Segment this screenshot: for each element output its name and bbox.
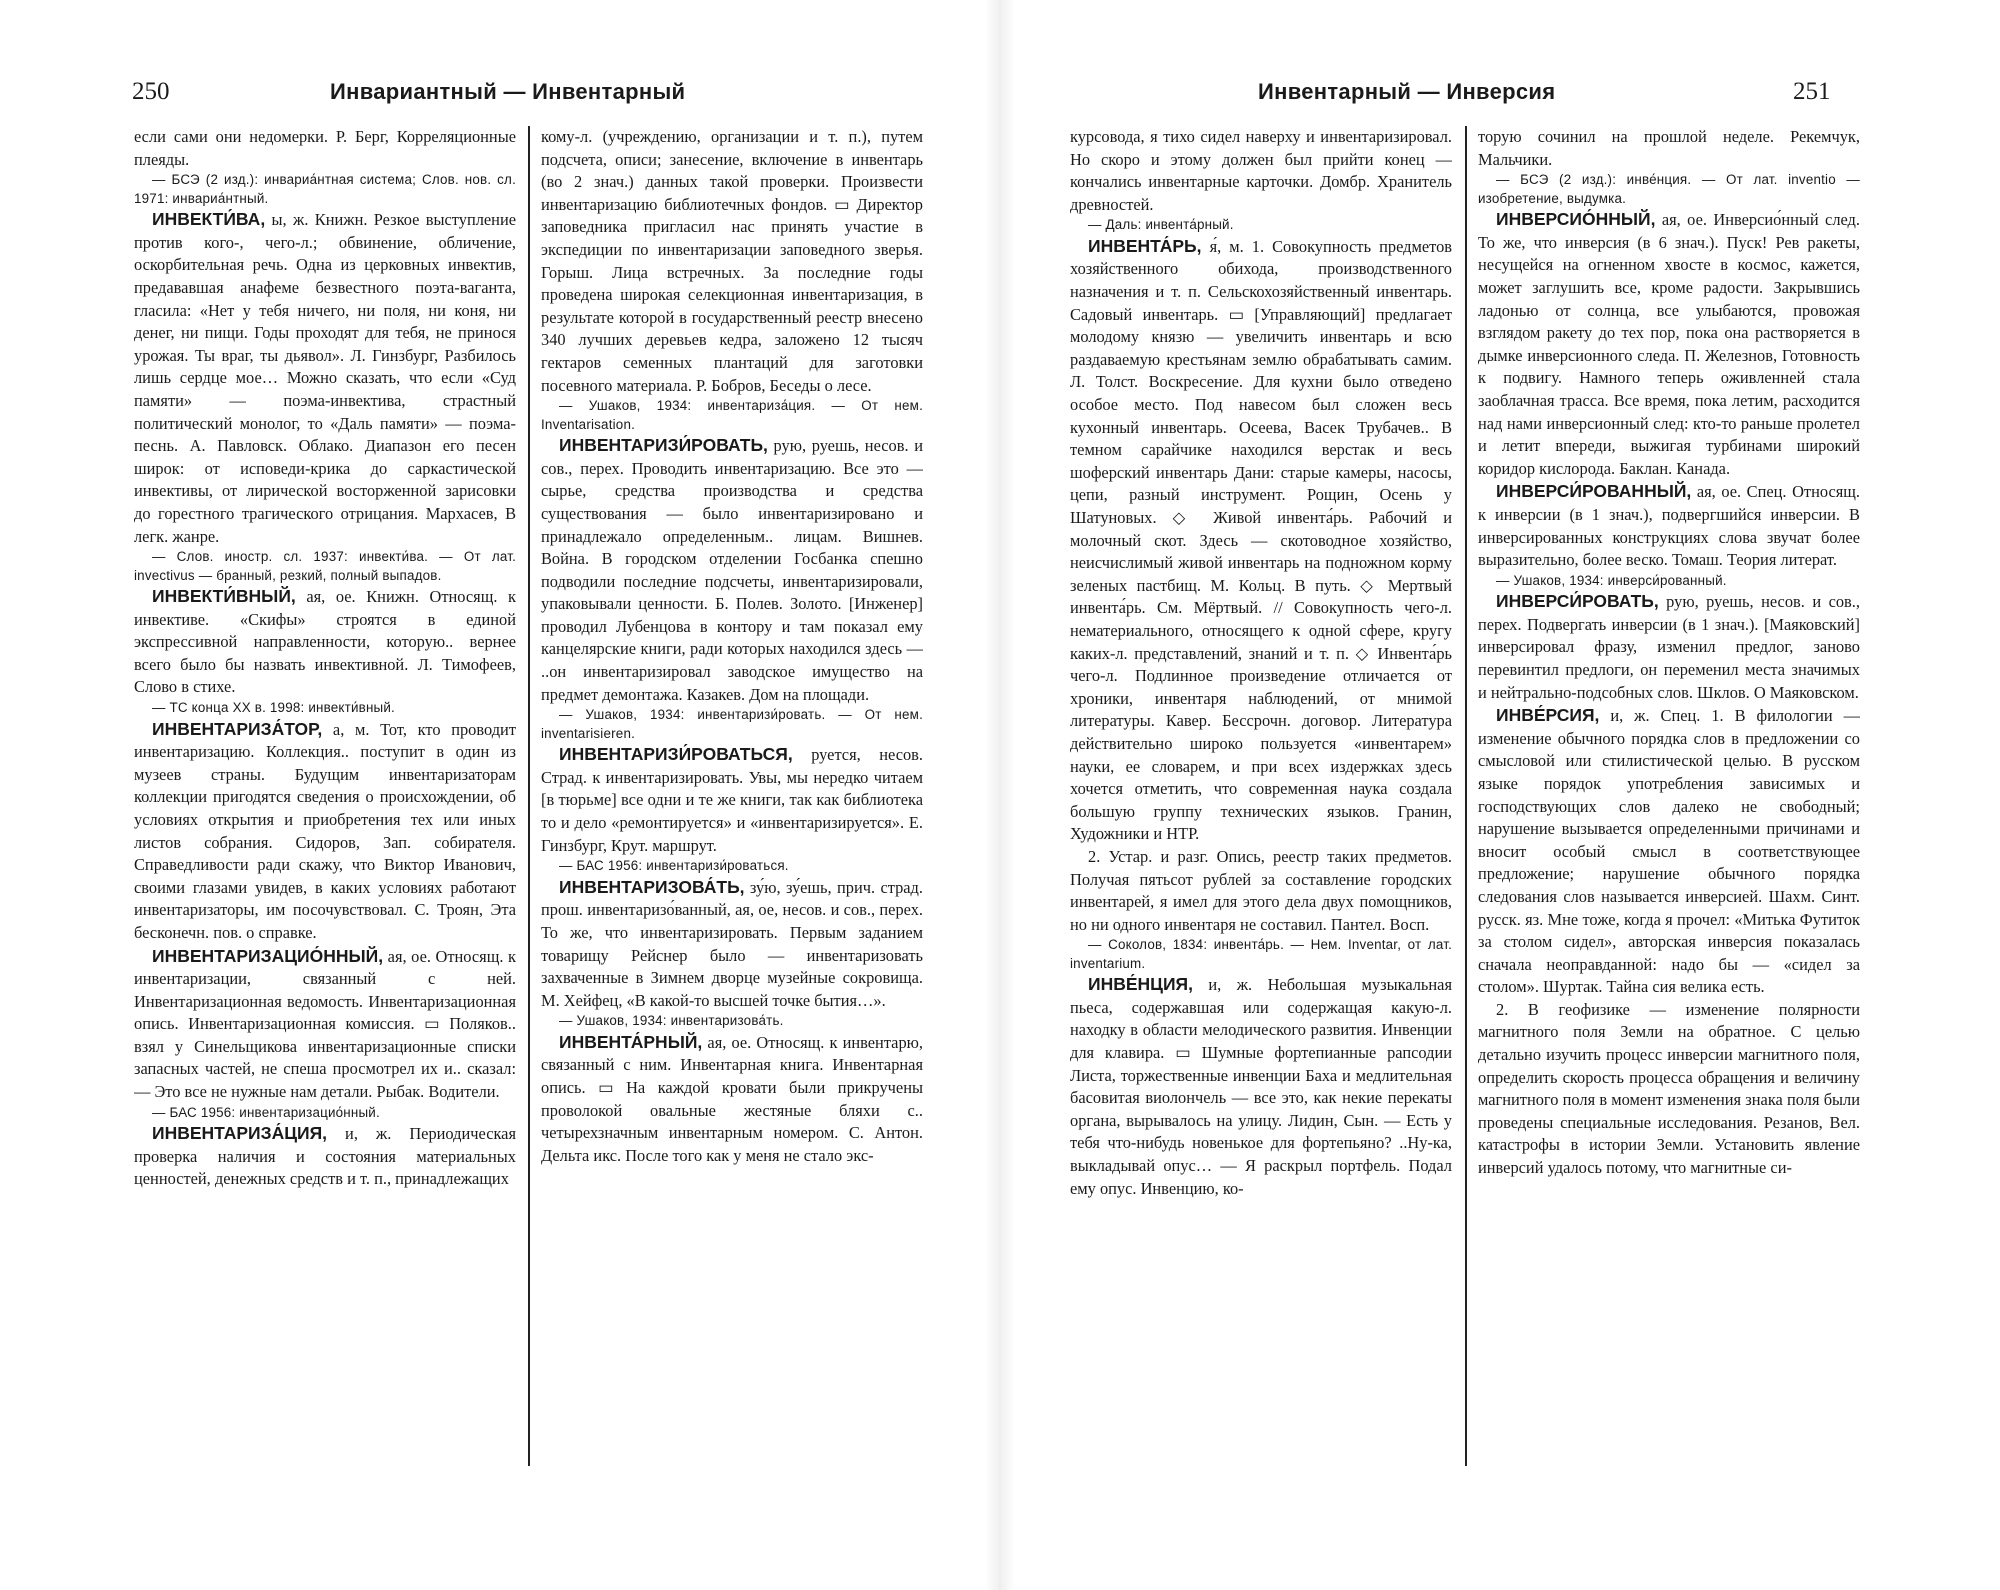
column — [1478, 126, 1860, 1466]
entry-body: — Даль: инвента́рный. — [1088, 217, 1234, 233]
source-note — [134, 548, 516, 585]
source-note — [134, 171, 516, 208]
entry-headword: ИНВЕНТАРИЗА́ЦИЯ, — [152, 1123, 328, 1144]
entry-body: 2. В геофизике — изменение полярности магнитного поля Земли на обратное. С целью детально изучить процесс инверсии магнитного поля, определить скорость процесса обращения и величину магнитного поля в момент изменения знака поля были проведены специальные исследования. Резанов, Вел. катастрофы в истории Земли. Установить явление инверсий удалось потому, что магнитные си- — [1478, 999, 1860, 1178]
entry-body: и, ж. Периодическая проверка наличия и состояния материальных ценностей, денежных средств и т. п., принадлежащих — [134, 1124, 516, 1189]
dictionary-entry — [1478, 704, 1860, 999]
entry-body: — Слов. иностр. сл. 1937: инвекти́ва. — От лат. invectivus — бранный, резкий, полный выпадов. — [134, 549, 516, 583]
continued-text — [541, 126, 923, 397]
entry-body: а, м. Тот, кто проводит инвентаризацию. Коллекция.. поступит в один из музеев страны. Будущим инвентаризаторам коллекции пригодятся сведения о происхождении, об условиях открытия и приобретения тех или иных листов собрания. Сидоров, Зап. собирателя. Справедливости ради скажу, что Виктор Иванович, своими глазами увидев, в каких условиях работают инвентаризаторы, им посочувствовал. С. Троян, Эта бесконечн. пов. о справке. — [134, 719, 516, 942]
entry-headword: ИНВЕРСИ́РОВАННЫЙ, — [1496, 481, 1692, 502]
dictionary-entry — [541, 434, 923, 706]
entry-body: — БСЭ (2 изд.): инвариа́нтная система; Слов. нов. сл. 1971: инвариа́нтный. — [134, 172, 516, 206]
entry-headword: ИНВЕКТИ́ВНЫЙ, — [152, 586, 296, 607]
entry-body: — Ушаков, 1934: инвентариза́ция. — От нем. Inventarisation. — [541, 398, 923, 432]
entry-body: кому-л. (учреждению, организации и т. п.), путем подсчета, описи; занесение, включение в инвентарь (во 2 знач.) данных такой проверки. Произвести инвентаризацию библиотечных фондов. ▭ Директор заповедника пригласил нас принять участие в экспедиции по инвентаризации заповедного зверья. Горыш. Лица встречных. За последние годы проведена широкая селекционная инвентаризация, в результате которой в государственный реестр внесено 340 лучших деревьев кедра, заложено 12 тысяч гектаров семенных плантаций для заготовки посевного материала. Р. Бобров, Беседы о лесе. — [541, 127, 923, 395]
column-divider — [1465, 126, 1467, 1466]
entry-body: рую, руешь, несов. и сов., перех. Проводить инвентаризацию. Все это — сырье, средства производства и средства существования — было инвентаризировано и принадлежало определенным.. лицам. Вишнев. Война. В городском отделении Госбанка спешно подводили последние подсчеты, инвентаризировали, упаковывали ценности. Б. Полев. Золото. [Инженер] проводил Лубенцова в контору и там показал ему канцелярские книги, ради которых находился здесь — ..он инвентаризировал заводское имущество на предмет демонтажа. Казакев. Дом на площади. — [541, 436, 923, 704]
entry-body: — Ушаков, 1934: инвентаризи́ровать. — От нем. inventarisieren. — [541, 707, 923, 741]
entry-body: руется, несов. Страд. к инвентаризировать. Увы, мы нередко читаем [в тюрьме] все одни и те же книги, так как библиотека то и дело «ремонтируется» и «инвентаризируется». Е. Гинзбург, Крут. маршрут. — [541, 745, 923, 855]
source-note — [134, 1104, 516, 1123]
entry-body: и, ж. Небольшая музыкальная пьеса, содержавшая или содержащая какую-л. находку в области мелодического развития. Инвенции для клавира. ▭ Шумные фортепианные рапсодии Листа, торжественные инвенции Баха и медлительная басовитая виолончель — все это, как некие перекаты органа, вырывалось на улицу. Лидин, Сын. — Есть у тебя что-нибудь новенькое для фортепьяно? ..Ну-ка, выкладывай опус… — Я раскрыл портфель. Подал ему опус. Инвенцию, ко- — [1070, 975, 1452, 1198]
entry-body: — БАС 1956: инвентаризи́роваться. — [559, 858, 789, 874]
dictionary-entry — [134, 718, 516, 945]
entry-body: — Ушаков, 1934: инвентаризова́ть. — [559, 1013, 784, 1029]
source-note — [541, 706, 923, 743]
entry-headword: ИНВЕНТА́РНЫЙ, — [559, 1031, 703, 1052]
entry-headword: ИНВЕНТА́РЬ, — [1088, 235, 1202, 256]
entry-body: ая, ое. Спец. Относящ. к инверсии (в 1 знач.), подвергшийся инверсии. В инверсированных конструкциях слова звучат более выразительно, более веско. Томаш. Теория литерат. — [1478, 482, 1860, 570]
entry-headword: ИНВЕРСИ́РОВАТЬ, — [1496, 591, 1659, 612]
dictionary-entry — [1070, 846, 1452, 936]
source-note — [1478, 572, 1860, 591]
entry-body: — БСЭ (2 изд.): инве́нция. — От лат. inventio — изобретение, выдумка. — [1478, 172, 1860, 206]
entry-body: если сами они недомерки. Р. Берг, Корреляционные плеяды. — [134, 127, 516, 169]
dictionary-entry — [1478, 480, 1860, 571]
column — [1070, 126, 1452, 1466]
entry-headword: ИНВЕНТАРИЗА́ТОР, — [152, 718, 323, 739]
dictionary-entry — [1070, 235, 1452, 846]
entry-body: ая, ое. Относящ. к инвентарю, связанный с ним. Инвентарная книга. Инвентарная опись. ▭ На каждой кровати были прикручены проволокой овальные жестяные бляхи с.. четырехзначным инвентарным номером. С. Антон. Дельта икс. После того как у меня не стало экс- — [541, 1032, 923, 1165]
dictionary-entry — [541, 743, 923, 857]
entry-headword: ИНВЕ́НЦИЯ, — [1088, 974, 1193, 995]
continued-text — [1478, 126, 1860, 171]
source-note — [1478, 171, 1860, 208]
page-number: 251 — [1793, 78, 1831, 105]
source-note — [541, 1012, 923, 1031]
entry-body: я́, м. 1. Совокупность предметов хозяйственного обихода, производственного назначения и т. п. Сельскохозяйственный инвентарь. Садовый инвентарь. ▭ [Управляющий] предлагает молодому князю — увеличить инвентарь и всю раздаваемую крестьянам землю обрабатывать самим. Л. Толст. Воскресение. Для кухни было отведено особое место. Под навесом был сложен весь кухонный инвентарь. Осеева, Васек Трубачев.. В темном сарайчике находился верстак и весь шоферский инвентарь Дани: старые камеры, насосы, цепи, разный инструмент. Рощин, Осень у Шатуновых. ◇ Живой инвента́рь. Рабочий и молочный скот. Здесь — скотоводное хозяйство, неисчислимый живой инвентарь на подножном корму зеленых пастбищ. М. Кольц. В путь. ◇ Мертвый инвента́рь. См. Мёртвый. // Совокупность чего-л. нематериального, относящего к одной сфере, кругу каких-л. представлений, знаний и т. п. ◇ Инвента́рь чего-л. Подлинное произведение отличается от хроники, инвентаря наблюдений, от мнимой литературы. Кавер. Бессрочн. договор. Литература действительно широко пользуется «инвентарем» науки, ее словарем, и при всех издержках здесь хочется отметить, что современная наука создала большую группу технических языков. Гранин, Художники и НТР. — [1070, 236, 1452, 844]
entry-body: ая, ое. Книжн. Относящ. к инвективе. «Скифы» строятся в единой экспрессивной направленности, которую.. вернее всего было бы назвать инвективной. Л. Тимофеев, Слово в стихе. — [134, 587, 516, 697]
entry-headword: ИНВЕКТИ́ВА, — [152, 209, 266, 230]
entry-body: — Соколов, 1834: инвента́рь. — Нем. Inventar, от лат. inventarium. — [1070, 937, 1452, 971]
dictionary-entry — [1478, 590, 1860, 704]
source-note — [1070, 936, 1452, 973]
entry-headword: ИНВЕ́РСИЯ, — [1496, 705, 1600, 726]
dictionary-entry — [134, 208, 516, 548]
column — [541, 126, 923, 1466]
entry-body: и, ж. Спец. 1. В филологии — изменение обычного порядка слов в предложении со смысловой или стилистической целью. В русском языке порядок употребления зависимых и господствующих слов далеко не свободный; нарушение вызывается определенными причинами и вносит особый смысл в соответствующее предложение; нарушение обычного порядка следования слов называется инверсией. Шахм. Синт. русск. яз. Мне тоже, когда я прочел: «Митька Футиток за столом сидел», авторская инверсия показалась сначала неоправданной: надо бы — «сидел за столом». Шуртак. Тайна сия велика есть. — [1478, 706, 1860, 997]
column — [134, 126, 516, 1466]
running-head: Инвентарный — Инверсия — [1258, 79, 1556, 104]
dictionary-entry — [134, 1122, 516, 1191]
entry-body: ая, ое. Инверсио́нный след. То же, что инверсия (в 6 знач.). Пуск! Рев ракеты, несущейся на огненном хвосте в космос, кажется, может заглушить все, кроме радости. Закрывшись ладонью от солнца, все улыбаются, провожая взглядом ракету до тех пор, пока она растворяется в дымке инверсионного следа. П. Железнов, Готовность к подвигу. Намного теперь оживленней стала заоблачная трасса. Все время, пока летим, расходится над нами инверсионный след: кто-то раньше пролетел и летит впереди, выжигая турбинами широкий коридор кислорода. Баклан. Канада. — [1478, 210, 1860, 478]
continued-text — [134, 126, 516, 171]
dictionary-entry — [134, 945, 516, 1104]
source-note — [541, 397, 923, 434]
dictionary-entry — [134, 585, 516, 699]
entry-body: ая, ое. Относящ. к инвентаризации, связанный с ней. Инвентаризационная ведомость. Инвентаризационная опись. Инвентаризационная комиссия. ▭ Поляков.. взял у Синельщикова инвентаризационные списки запасных частей, не спеша просмотрел их и.. сказал: — Это все не нужные нам детали. Рыбак. Водители. — [134, 946, 516, 1102]
dictionary-entry — [541, 1031, 923, 1168]
entry-body: — БАС 1956: инвентаризацио́нный. — [152, 1104, 380, 1120]
entry-body: — Ушаков, 1934: инверси́рованный. — [1496, 572, 1727, 588]
dictionary-entry — [1478, 208, 1860, 480]
continued-text — [1070, 126, 1452, 216]
entry-body: торую сочинил на прошлой неделе. Рекемчук, Мальчики. — [1478, 127, 1860, 169]
dictionary-entry — [1478, 999, 1860, 1180]
column-divider — [528, 126, 530, 1466]
page-number: 250 — [132, 78, 170, 105]
entry-headword: ИНВЕНТАРИЗИ́РОВАТЬСЯ, — [559, 744, 793, 765]
dictionary-entry — [1070, 973, 1452, 1200]
right-page — [1000, 0, 2000, 1590]
entry-headword: ИНВЕРСИО́ННЫЙ, — [1496, 209, 1656, 230]
entry-headword: ИНВЕНТАРИЗИ́РОВАТЬ, — [559, 435, 768, 456]
entry-body: рую, руешь, несов. и сов., перех. Подвергать инверсии (в 1 знач.). [Маяковский] инверсировал фразу, изменил предлог, заново перевинтил предлоги, он переменил места значимых и нейтрально-подсобных слов. Шклов. О Маяковском. — [1478, 592, 1860, 702]
entry-headword: ИНВЕНТАРИЗОВА́ТЬ, — [559, 876, 745, 897]
entry-body: 2. Устар. и разг. Опись, реестр таких предметов. Получая пятьсот рублей за составление городских инвентарей, я имел для этого дела двух помощников, но ни одного инвентаря не составил. Пантел. Восп. — [1070, 846, 1452, 934]
source-note — [134, 699, 516, 718]
entry-body: — ТС конца XX в. 1998: инвекти́вный. — [152, 700, 395, 716]
source-note — [1070, 216, 1452, 235]
entry-body: ы, ж. Книжн. Резкое выступление против кого-, чего-л.; обвинение, обличение, оскорбительная речь. Одна из церковных инвектив, предававшая анафеме безвестного поэта-ваганта, гласила: «Нет у тебя ничего, ни поля, ни коня, ни денег, ни пищи. Годы проходят для тебя, не принося урожая. Ты враг, ты дьявол». Л. Гинзбург, Разбилось лишь сердце мое… Можно сказать, что если «Суд памяти» — поэма-инвектива, страстный политический монолог, то «Даль памяти» — поэма-песнь. А. Павловск. Облако. Диапазон его песен широк: от исповеди-крика до саркастической инвективы, от лирической восторженной зарисовки до горестного трагического отрицания. Мархасев, В легк. жанре. — [134, 210, 516, 546]
entry-body: курсовода, я тихо сидел наверху и инвентаризировал. Но скоро и этому должен был прийти конец — кончались инвентарные карточки. Домбр. Хранитель древностей. — [1070, 127, 1452, 214]
entry-body: зу́ю, зу́ешь, прич. страд. прош. инвентаризо́ванный, ая, ое, несов. и сов., перех. То же, что инвентаризировать. Первым заданием товарищу Рейснер было — инвентаризовать захваченные в Зимнем дворце музейные сокровища. М. Хейфец, «В какой-то высшей точке бытия…». — [541, 877, 923, 1010]
source-note — [541, 857, 923, 876]
entry-headword: ИНВЕНТАРИЗАЦИО́ННЫЙ, — [152, 945, 384, 966]
running-head: Инвариантный — Инвентарный — [330, 79, 686, 104]
dictionary-entry — [541, 876, 923, 1013]
